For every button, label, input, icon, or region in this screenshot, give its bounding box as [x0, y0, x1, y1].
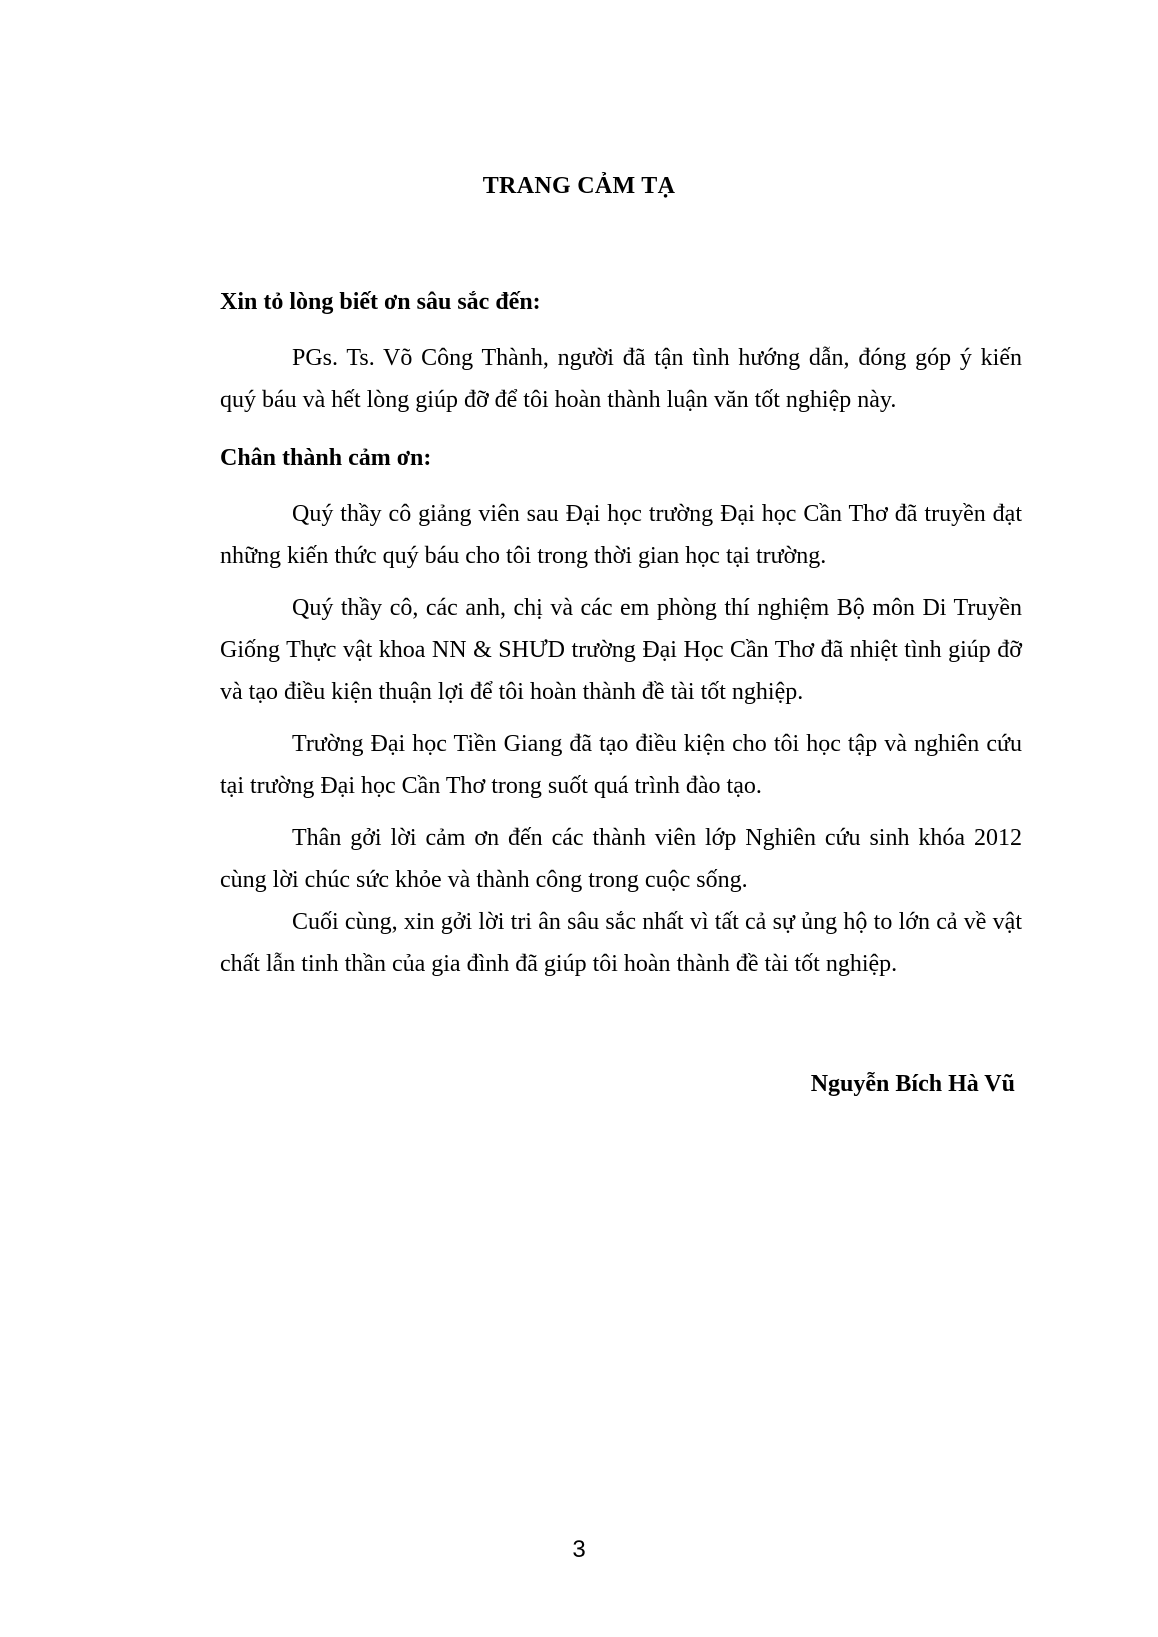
paragraph-university: Trường Đại học Tiền Giang đã tạo điều kiện cho tôi học tập và nghiên cứu tại trường Đại học Cần Thơ trong suốt quá trình đào tạo.	[220, 731, 1022, 799]
paragraph-lecturers: Quý thầy cô giảng viên sau Đại học trường Đại học Cần Thơ đã truyền đạt những kiến thức quý báu cho tôi trong thời gian học tại trường.	[220, 501, 1022, 569]
acknowledgement-body	[220, 281, 1022, 985]
page-number: 3	[572, 1536, 586, 1563]
paragraph-family: Cuối cùng, xin gởi lời tri ân sâu sắc nhất vì tất cả sự ủng hộ to lớn cả về vật chất lẫn tinh thần của gia đình đã giúp tôi hoàn thành đề tài tốt nghiệp.	[220, 909, 1022, 977]
paragraph-classmates: Thân gởi lời cảm ơn đến các thành viên lớp Nghiên cứu sinh khóa 2012 cùng lời chúc sức khỏe và thành công trong cuộc sống.	[220, 825, 1022, 893]
paragraph-laboratory: Quý thầy cô, các anh, chị và các em phòng thí nghiệm Bộ môn Di Truyền Giống Thực vật khoa NN & SHƯD trường Đại Học Cần Thơ đã nhiệt tình giúp đỡ và tạo điều kiện thuận lợi để tôi hoàn thành đề tài tốt nghiệp.	[220, 595, 1022, 705]
paragraph-supervisor: PGs. Ts. Võ Công Thành, người đã tận tình hướng dẫn, đóng góp ý kiến quý báu và hết lòng giúp đỡ để tôi hoàn thành luận văn tốt nghiệp này.	[220, 345, 1022, 413]
section-heading-gratitude: Xin tỏ lòng biết ơn sâu sắc đến:	[220, 289, 541, 315]
section-heading-thanks: Chân thành cảm ơn:	[220, 445, 432, 471]
page-title: TRANG CẢM TẠ	[482, 173, 676, 199]
author-signature: Nguyễn Bích Hà Vũ	[810, 1071, 1015, 1097]
